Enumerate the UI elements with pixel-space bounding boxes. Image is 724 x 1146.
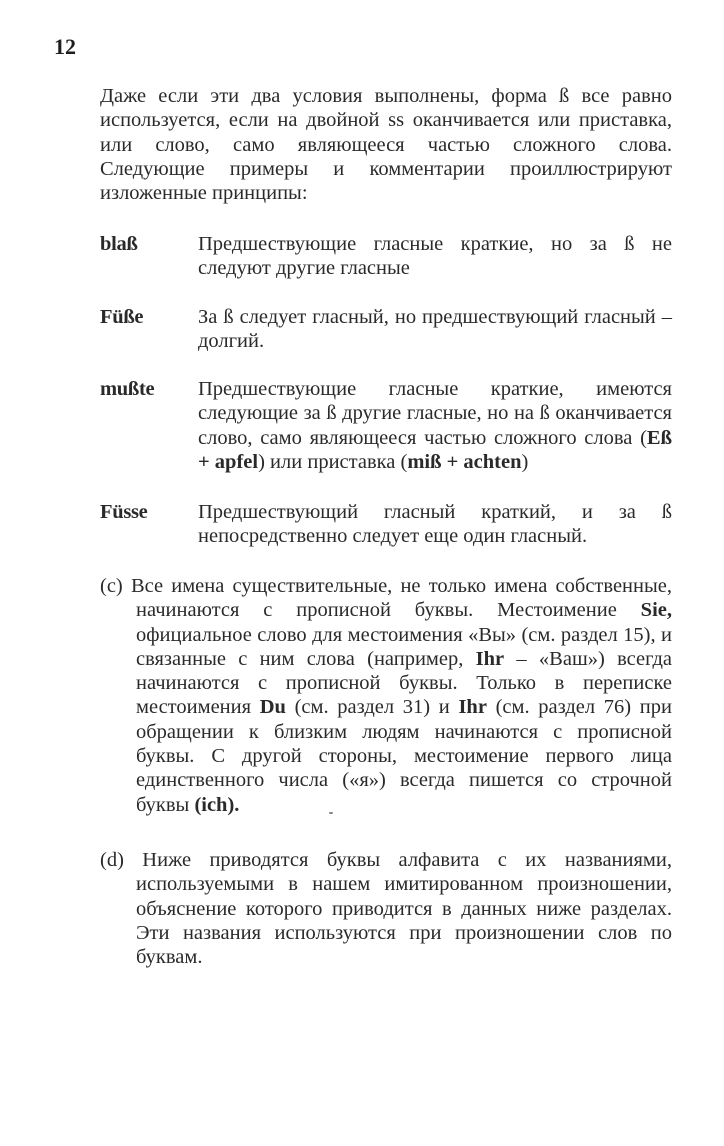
example-text: ) (521, 450, 529, 473)
item-c-paragraph (100, 574, 672, 817)
example-description (198, 500, 672, 549)
item-marker: (d) (100, 849, 124, 871)
example-text: Предшествующие гласные краткие, но за ß не следуют другие гласные (198, 233, 672, 280)
prefix-example: miß + achten (407, 450, 522, 473)
example-description (198, 232, 672, 281)
example-text: Предшествующий гласный краткий, и за ß непосредственно следует еще один гласный. (198, 501, 672, 548)
compound-example: Eß + apfel (198, 426, 672, 473)
example-text: За ß следует гласный, но предшествующий гласный – долгий. (198, 306, 672, 353)
term-ihr: Ihr (458, 696, 487, 719)
item-text: (см. раздел 31) и (285, 696, 459, 719)
example-word: blaß (100, 233, 138, 255)
item-text: (см. раздел 76) при обращении к близким людям начинаются с прописной буквы. С другой стороны, местоимение первого лица единственного числа («я») всегда пишется со строчной буквы (136, 696, 672, 816)
example-word: Füße (100, 306, 144, 328)
example-description (198, 305, 672, 354)
intro-paragraph: Даже если эти два условия выполнены, форма ß все равно используется, если на двойной ss оканчивается или приставка, или слово, само являющееся частью сложного слова. Следующие примеры и комментарии проиллюстрируют изложенные принципы: (100, 85, 672, 205)
item-text: Все имена существительные, не только имена собственные, начинаются с прописной буквы. Местоимение (130, 575, 672, 622)
item-text: – «Ваш») всегда начинаются с прописной буквы. Только в переписке местоимения (136, 647, 673, 719)
example-word: Füsse (100, 501, 148, 523)
example-text: ) или приставка ( (258, 450, 408, 473)
example-description (198, 377, 672, 474)
example-word: mußte (100, 378, 155, 400)
item-text: официальное слово для местоимения «Вы» (см. раздел 15), и связанные с ним слова (например, (136, 623, 672, 670)
term-sie: Sie, (640, 599, 672, 622)
item-text: Ниже приводятся буквы алфавита с их названиями, используемыми в нашем имитированном произношении, объяснение которого приводится в данных ниже разделах. Эти названия используются при произношении слов по буквам. (136, 849, 672, 969)
term-du: Du (259, 696, 286, 719)
item-marker: (c) (100, 575, 123, 597)
example-text: Предшествующие гласные краткие, имеются следующие за ß другие гласные, но на ß оканчивается слово, само являющееся частью сложного слова ( (198, 378, 672, 449)
item-d-paragraph (100, 848, 672, 969)
term-ihr: Ihr (475, 647, 505, 670)
page-number: 12 (54, 34, 76, 59)
print-speck (329, 812, 333, 814)
term-ich: (ich). (194, 793, 240, 816)
